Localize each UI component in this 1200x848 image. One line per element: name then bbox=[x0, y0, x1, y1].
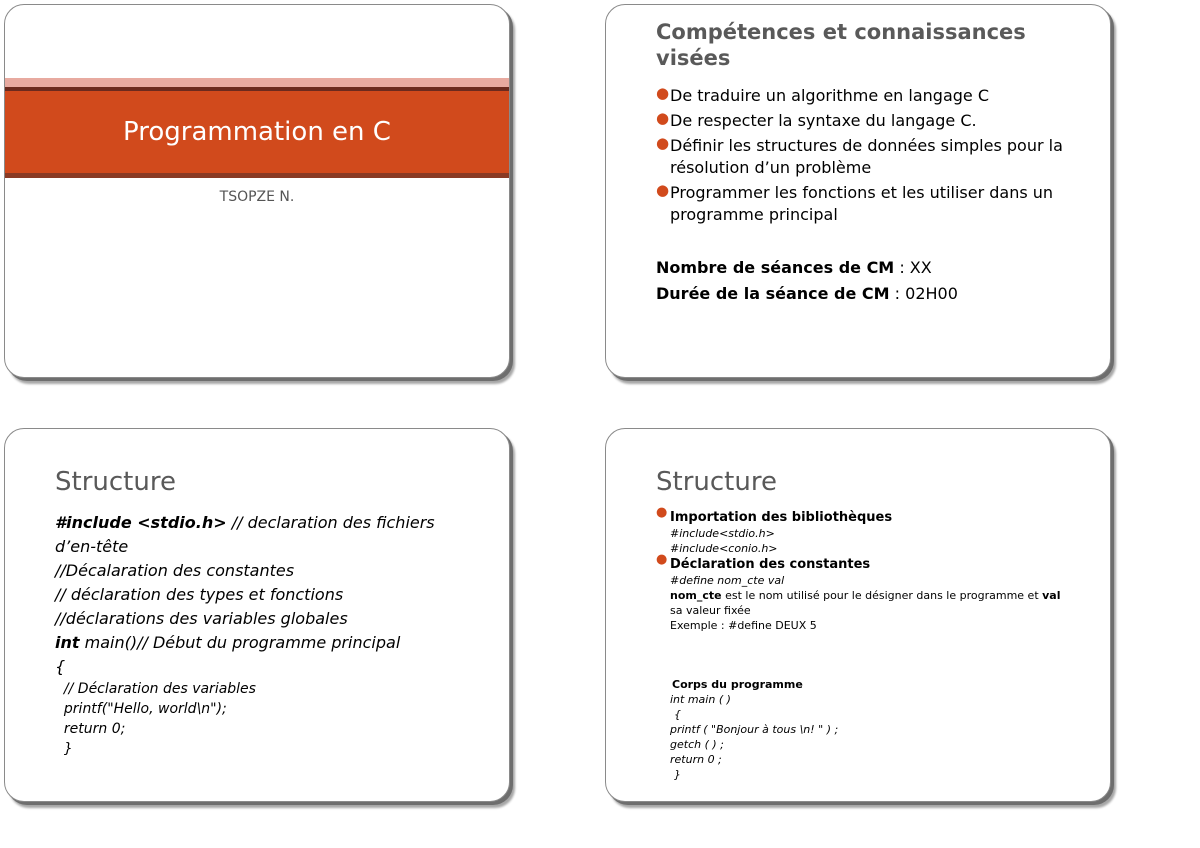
bullet-dot-icon: ● bbox=[656, 552, 668, 567]
code-line-types: // déclaration des types et fonctions bbox=[55, 585, 344, 604]
code-line-comment: // Déclaration des variables bbox=[55, 681, 256, 697]
bullet-details bbox=[656, 573, 1076, 633]
bullet-details bbox=[656, 526, 1076, 556]
list-item: ● De respecter la syntaxe du langage C. bbox=[656, 109, 977, 130]
bullet-list bbox=[656, 85, 1096, 229]
code-line-printf: printf("Hello, world\n"); bbox=[55, 701, 227, 717]
bullet-dot-icon: ● bbox=[656, 134, 670, 152]
bullet-dot-icon: ● bbox=[656, 109, 670, 127]
define-syntax: #define nom_cte val bbox=[670, 574, 785, 587]
list-item: ● Définir les structures de données simples pour la résolution d’un problème bbox=[656, 134, 1063, 177]
define-example: Exemple : #define DEUX 5 bbox=[670, 619, 817, 632]
program-body bbox=[672, 677, 1072, 782]
slide-title: Structure bbox=[55, 467, 176, 497]
code-line-close-brace: } bbox=[55, 741, 73, 757]
bullet-label: Déclaration des constantes bbox=[670, 557, 871, 572]
code-line-return: return 0; bbox=[55, 721, 126, 737]
presentation-author: TSOPZE N. bbox=[219, 189, 295, 205]
code-line-constants: //Décalaration des constantes bbox=[55, 561, 295, 580]
code-line-open-brace: { bbox=[55, 657, 66, 676]
code-line: { bbox=[674, 708, 681, 721]
code-line-include: #include <stdio.h> // declaration des fichiers d’en-tête bbox=[55, 513, 440, 556]
list-item: ● De traduire un algorithme en langage C bbox=[656, 84, 989, 105]
cm-session-count: Nombre de séances de CM : XX bbox=[656, 258, 932, 277]
code-line: int main ( ) bbox=[670, 693, 731, 706]
code-line: getch ( ) ; bbox=[670, 738, 724, 751]
list-item bbox=[656, 552, 1076, 573]
slide-3-structure[interactable] bbox=[4, 428, 510, 802]
title-band-shadow bbox=[5, 173, 509, 178]
include-line: #include<stdio.h> bbox=[670, 527, 775, 540]
code-line: return 0 ; bbox=[670, 753, 722, 766]
list-item: ● Programmer les fonctions et les utiliser dans un programme principal bbox=[656, 181, 1054, 224]
slide-title: Compétences et connaissances visées bbox=[656, 20, 1026, 70]
code-line: } bbox=[674, 768, 681, 781]
presentation-title: Programmation en C bbox=[123, 117, 391, 147]
bullet-list bbox=[656, 505, 1076, 633]
slide-4-structure[interactable] bbox=[605, 428, 1111, 802]
bullet-dot-icon: ● bbox=[656, 505, 668, 520]
title-band-highlight bbox=[5, 78, 509, 87]
bullet-label: Importation des bibliothèques bbox=[670, 510, 893, 525]
include-line: #include<conio.h> bbox=[670, 542, 778, 555]
body-heading: Corps du programme bbox=[672, 678, 803, 691]
code-structure bbox=[55, 511, 475, 759]
slide-title: Structure bbox=[656, 467, 777, 497]
code-line: printf ( "Bonjour à tous \n! " ) ; bbox=[670, 723, 839, 736]
code-line-main: int main()// Début du programme principal bbox=[55, 633, 401, 652]
cm-session-duration: Durée de la séance de CM : 02H00 bbox=[656, 284, 958, 303]
code-line-globals: //déclarations des variables globales bbox=[55, 609, 348, 628]
bullet-dot-icon: ● bbox=[656, 181, 670, 199]
slide-2-competences[interactable] bbox=[605, 4, 1111, 378]
course-info bbox=[656, 255, 958, 307]
bullet-dot-icon: ● bbox=[656, 84, 670, 102]
slide-1-title[interactable] bbox=[4, 4, 510, 378]
define-description: nom_cte est le nom utilisé pour le désigner dans le programme et val sa valeur fixée bbox=[670, 589, 1061, 617]
list-item bbox=[656, 505, 1076, 526]
